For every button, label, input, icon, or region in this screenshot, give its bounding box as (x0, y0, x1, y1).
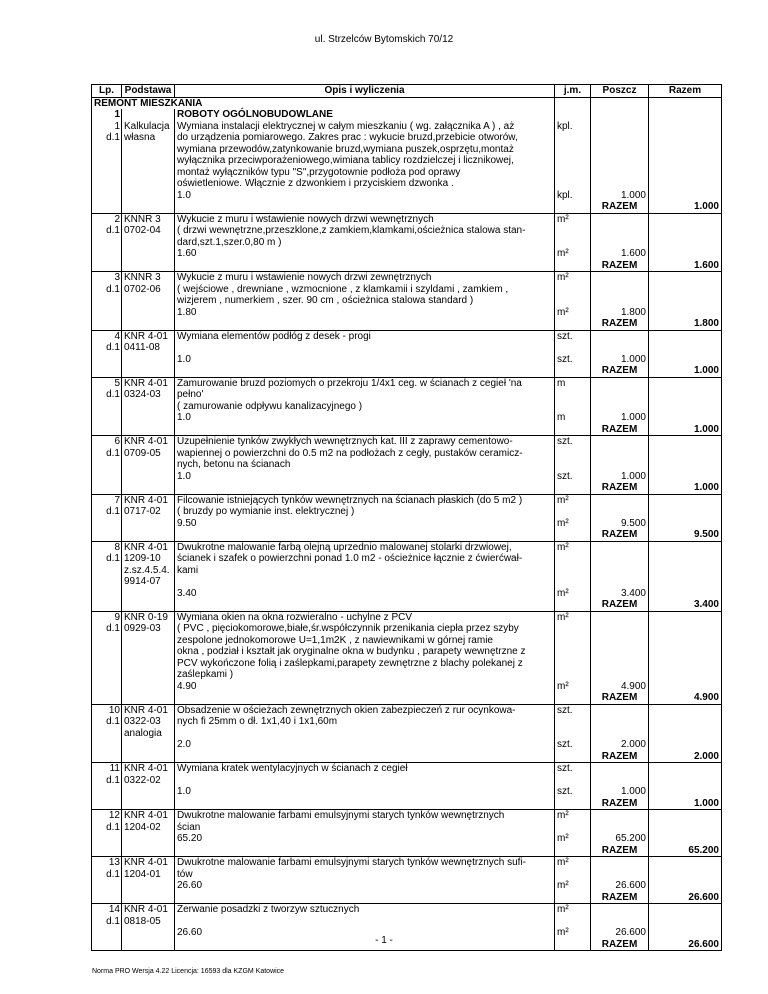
item-description-line: Wymiana okien na okna rozwieralno - uchylne z PCV (175, 611, 555, 623)
item-description-line: zaślepkami ) (175, 669, 555, 681)
item-description-line: wizjerem , numerkiem , szer. 90 cm , ościeżnica stalowa standard ) (175, 295, 555, 307)
item-poszcz-value: 1.000 (591, 190, 649, 202)
item-desc-row (92, 494, 722, 506)
item-desc-row (92, 272, 722, 284)
item-calc-row (92, 354, 722, 366)
item-total-row (92, 365, 722, 377)
item-description-line: wapiennej o powierzchni do 0.5 m2 na podłożach z cegły, pustaków ceramicz- (175, 448, 555, 460)
item-poszcz-value: 1.000 (591, 786, 649, 798)
razem-label: RAZEM (591, 939, 649, 951)
item-poszcz-value: 1.000 (591, 354, 649, 366)
item-unit: szt. (555, 704, 591, 716)
item-basis: 0709-05 (122, 448, 175, 460)
item-desc-row (92, 904, 722, 916)
item-total-row (92, 692, 722, 704)
item-description-line: Filcowanie istniejących tynków wewnętrznych na ścianach płaskich (do 5 m2 ) (175, 494, 555, 506)
item-calc-row (92, 880, 722, 892)
item-desc-row (92, 716, 722, 728)
item-desc-row (92, 144, 722, 156)
item-basis: 0411-08 (122, 342, 175, 354)
item-unit: m² (555, 810, 591, 822)
item-desc-row (92, 869, 722, 881)
item-desc-row (92, 178, 722, 190)
item-d-code: d.1 (106, 506, 120, 517)
item-d-code: d.1 (106, 389, 120, 400)
item-calc-unit: szt. (555, 739, 591, 751)
item-desc-row (92, 448, 722, 460)
item-d-code: d.1 (106, 623, 120, 634)
col-podstawa: Podstawa (122, 85, 175, 98)
item-desc-row (92, 810, 722, 822)
subsection-row (92, 109, 722, 121)
item-total-value: 1.600 (649, 260, 722, 272)
item-desc-row (92, 213, 722, 225)
item-desc-row (92, 822, 722, 834)
item-calc-unit: m² (555, 248, 591, 260)
razem-label: RAZEM (591, 529, 649, 541)
item-calc-unit: kpl. (555, 190, 591, 202)
item-basis: z.sz.4.5.4. (122, 565, 175, 577)
item-d-code: d.1 (106, 283, 120, 295)
item-desc-row (92, 704, 722, 716)
item-desc-row (92, 916, 722, 928)
item-desc-row (92, 635, 722, 647)
license-footer: Norma PRO Wersja 4.22 Licencja: 16593 dla KZGM Katowice (92, 968, 285, 975)
item-desc-row (92, 576, 722, 588)
item-poszcz-value: 2.000 (591, 739, 649, 751)
item-poszcz-value: 26.600 (591, 880, 649, 892)
item-d-code: d.1 (106, 225, 120, 236)
item-description-line: oświetleniowe. Włącznie z dzwonkiem i przyciskiem dzwonka . (175, 178, 555, 190)
item-unit: m² (555, 213, 591, 225)
section-title: REMONT MIESZKANIA (94, 97, 203, 109)
page-header-address: ul. Strzelców Bytomskich 70/12 (314, 34, 454, 45)
item-desc-row (92, 167, 722, 179)
item-number: 3 (114, 272, 120, 283)
item-number: 1 (114, 120, 120, 132)
item-description-line (175, 775, 555, 787)
item-description-line: ( PVC , pięciokomorowe,białe,śr.współczynnik przenikania ciepła przez szyby (175, 623, 555, 635)
item-basis: KNR 4-01 (122, 541, 175, 553)
item-description-line: tów (175, 869, 555, 881)
item-desc-row (92, 155, 722, 167)
item-desc-row (92, 763, 722, 775)
item-d-code: d.1 (106, 716, 120, 727)
item-unit: szt. (555, 763, 591, 775)
item-total-value: 1.000 (649, 365, 722, 377)
item-number: 2 (114, 213, 120, 225)
item-description-line: wymiana przewodów,zatynkowanie bruzd,wymiana puszek,osprzętu,montaż (175, 144, 555, 156)
item-basis: KNR 4-01 (122, 857, 175, 869)
col-opis: Opis i wyliczenia (175, 85, 555, 98)
item-description-line: kami (175, 565, 555, 577)
item-desc-row (92, 553, 722, 565)
item-calc-row (92, 588, 722, 600)
item-desc-row (92, 132, 722, 144)
item-calc-unit: szt. (555, 354, 591, 366)
item-calculation: 1.0 (175, 786, 555, 798)
item-desc-row (92, 295, 722, 307)
item-basis: KNR 4-01 (122, 494, 175, 506)
item-total-row (92, 845, 722, 857)
item-basis: analogia (122, 728, 175, 740)
item-total-value: 26.600 (649, 939, 722, 951)
item-description-line: ścian (175, 822, 555, 834)
item-calc-unit: m² (555, 880, 591, 892)
item-calculation: 26.60 (175, 927, 555, 939)
item-description-line (175, 342, 555, 354)
item-basis: KNR 0-19 (122, 611, 175, 623)
item-basis: 0717-02 (122, 506, 175, 518)
item-calc-row (92, 307, 722, 319)
item-desc-row (92, 506, 722, 518)
item-unit: m² (555, 857, 591, 869)
item-calc-unit: m² (555, 833, 591, 845)
item-total-value: 1.000 (649, 201, 722, 213)
razem-label: RAZEM (591, 365, 649, 377)
item-description-line: Wymiana kratek wentylacyjnych w ścianach z cegieł (175, 763, 555, 775)
item-calc-row (92, 833, 722, 845)
item-description-line: Obsadzenie w ościeżach zewnętrznych okien zabezpieczeń z rur ocynkowa- (175, 704, 555, 716)
item-d-code: d.1 (106, 342, 120, 353)
item-basis: 1209-10 (122, 553, 175, 565)
razem-label: RAZEM (591, 599, 649, 611)
item-basis: 0929-03 (122, 623, 175, 635)
item-d-code: d.1 (106, 774, 120, 786)
col-lp: Lp. (92, 85, 122, 98)
item-calculation: 9.50 (175, 518, 555, 530)
item-calculation: 1.0 (175, 471, 555, 483)
item-desc-row (92, 459, 722, 471)
razem-label: RAZEM (591, 845, 649, 857)
item-calc-unit: m² (555, 927, 591, 939)
item-basis: 0702-06 (122, 284, 175, 296)
item-calculation: 1.80 (175, 307, 555, 319)
item-description-line: Wymiana instalacji elektrycznej w całym mieszkaniu ( wg. załącznika A ) , aż (175, 121, 555, 133)
item-calc-unit: szt. (555, 471, 591, 483)
item-basis: KNR 4-01 (122, 810, 175, 822)
table-header-row (92, 85, 722, 98)
item-description-line: ( bruzdy po wymianie inst. elektrycznej ) (175, 506, 555, 518)
item-number: 7 (114, 494, 120, 506)
item-desc-row (92, 284, 722, 296)
item-description-line: Zerwanie posadzki z tworzyw sztucznych (175, 904, 555, 916)
item-desc-row (92, 857, 722, 869)
item-description-line: do urządzenia pomiarowego. Zakres prac : wykucie bruzd,przebicie otworów, (175, 132, 555, 144)
item-number: 5 (114, 377, 120, 389)
item-description-line: Wymiana elementów podłóg z desek - progi (175, 330, 555, 342)
item-description-line (175, 576, 555, 588)
item-calc-unit: szt. (555, 786, 591, 798)
subsection-number: 1 (114, 109, 120, 120)
item-description-line: zespolone jednokomorowe U=1,1m2K , z nawiewnikami w górnej ramie (175, 635, 555, 647)
item-calculation: 1.0 (175, 354, 555, 366)
razem-label: RAZEM (591, 318, 649, 330)
item-number: 4 (114, 330, 120, 342)
item-total-row (92, 892, 722, 904)
item-total-value: 1.000 (649, 798, 722, 810)
item-calc-unit: m (555, 412, 591, 424)
item-unit: m² (555, 541, 591, 553)
item-description-line: Dwukrotne malowanie farbami emulsyjnymi starych tynków wewnętrznych sufi- (175, 857, 555, 869)
razem-label: RAZEM (591, 201, 649, 213)
item-basis: 0322-03 (122, 716, 175, 728)
item-total-row (92, 482, 722, 494)
item-desc-row (92, 225, 722, 237)
item-description-line: Dwukrotne malowanie farbami emulsyjnymi starych tynków wewnętrznych (175, 810, 555, 822)
item-calculation: 1.60 (175, 248, 555, 260)
razem-label: RAZEM (591, 482, 649, 494)
razem-label: RAZEM (591, 424, 649, 436)
item-description-line: pełno' (175, 389, 555, 401)
item-unit: kpl. (555, 121, 591, 133)
item-description-line: ( zamurowanie odpływu kanalizacyjnego ) (175, 401, 555, 413)
item-calc-row (92, 786, 722, 798)
item-basis: KNNR 3 (122, 272, 175, 284)
item-desc-row (92, 401, 722, 413)
item-calc-row (92, 518, 722, 530)
item-unit: m² (555, 494, 591, 506)
item-total-row (92, 599, 722, 611)
item-total-value: 65.200 (649, 845, 722, 857)
page-number: - 1 - (375, 935, 393, 946)
item-desc-row (92, 646, 722, 658)
item-calc-unit: m² (555, 518, 591, 530)
item-unit: m² (555, 904, 591, 916)
item-number: 13 (108, 857, 120, 868)
item-basis: KNR 4-01 (122, 436, 175, 448)
item-calc-unit: m² (555, 307, 591, 319)
item-total-value: 1.800 (649, 318, 722, 330)
item-desc-row (92, 389, 722, 401)
item-calc-unit: m² (555, 588, 591, 600)
item-description-line: Uzupełnienie tynków zwykłych wewnętrznych kat. III z zaprawy cementowo- (175, 436, 555, 448)
item-description-line: okna , podział i kształt jak oryginalne okna w budynku , parapety wewnętrzne z (175, 646, 555, 658)
item-description-line: ( drzwi wewnętrzne,przeszklone,z zamkiem,klamkami,ościeżnica stalowa stan- (175, 225, 555, 237)
item-poszcz-value: 4.900 (591, 681, 649, 693)
section-row (92, 97, 722, 109)
item-description-line: Wykucie z muru i wstawienie nowych drzwi zewnętrznych (175, 272, 555, 284)
item-description-line: ( wejściowe , drewniane , wzmocnione , z klamkamii i szyldami , zamkiem , (175, 284, 555, 296)
item-number: 10 (108, 704, 120, 716)
item-description-line: PCV wykończone folią i zaślepkami,parapety zewnętrzne z blachy polekanej z (175, 658, 555, 670)
item-calculation: 4.90 (175, 681, 555, 693)
item-basis: 0324-03 (122, 389, 175, 401)
item-d-code: d.1 (106, 132, 120, 143)
item-desc-row (92, 342, 722, 354)
item-desc-row (92, 658, 722, 670)
item-calculation: 3.40 (175, 588, 555, 600)
subsection-title: ROBOTY OGÓLNOBUDOWLANE (175, 109, 555, 121)
col-poszcz: Poszcz (591, 85, 649, 98)
item-basis: własna (122, 132, 175, 144)
item-desc-row (92, 611, 722, 623)
item-poszcz-value: 9.500 (591, 518, 649, 530)
item-d-code: d.1 (106, 447, 120, 459)
item-d-code: d.1 (106, 821, 120, 833)
item-calc-row (92, 248, 722, 260)
item-total-value: 1.000 (649, 482, 722, 494)
item-total-value: 9.500 (649, 529, 722, 541)
item-description-line: Zamurowanie bruzd poziomych o przekroju 1/4x1 ceg. w ścianach z cegieł 'na (175, 377, 555, 389)
razem-label: RAZEM (591, 751, 649, 763)
item-calculation: 26.60 (175, 880, 555, 892)
razem-label: RAZEM (591, 260, 649, 272)
item-total-row (92, 798, 722, 810)
col-razem: Razem (649, 85, 722, 98)
item-desc-row (92, 436, 722, 448)
item-description-line: nych fi 25mm o dł. 1x1,40 i 1x1,60m (175, 716, 555, 728)
item-basis: 1204-02 (122, 822, 175, 834)
item-basis: 0702-04 (122, 225, 175, 237)
item-desc-row (92, 121, 722, 133)
item-desc-row (92, 565, 722, 577)
item-description-line: Dwukrotne malowanie farbą olejną uprzednio malowanej stolarki drzwiowej, (175, 541, 555, 553)
item-calculation: 1.0 (175, 412, 555, 424)
item-basis: KNR 4-01 (122, 377, 175, 389)
item-number: 14 (108, 904, 120, 915)
item-calc-row (92, 739, 722, 751)
item-total-row (92, 424, 722, 436)
item-calculation: 2.0 (175, 739, 555, 751)
item-description-line: montaż wyłączników typu "S",przygotownie podłoża pod oprawy (175, 167, 555, 179)
item-unit: m (555, 377, 591, 389)
estimate-table (91, 84, 722, 951)
item-desc-row (92, 728, 722, 740)
item-total-row (92, 751, 722, 763)
item-basis: KNR 4-01 (122, 904, 175, 916)
item-calc-row (92, 190, 722, 202)
item-calc-row (92, 681, 722, 693)
item-poszcz-value: 26.600 (591, 927, 649, 939)
item-total-value: 2.000 (649, 751, 722, 763)
item-total-value: 3.400 (649, 599, 722, 611)
item-basis: 9914-07 (122, 576, 175, 588)
item-unit: szt. (555, 436, 591, 448)
item-number: 6 (114, 436, 120, 447)
item-basis: Kalkulacja (122, 121, 175, 133)
item-calculation: 1.0 (175, 190, 555, 202)
item-desc-row (92, 237, 722, 249)
item-poszcz-value: 3.400 (591, 588, 649, 600)
item-total-value: 1.000 (649, 424, 722, 436)
razem-label: RAZEM (591, 692, 649, 704)
item-desc-row (92, 669, 722, 681)
item-d-code: d.1 (106, 553, 120, 564)
item-poszcz-value: 1.600 (591, 248, 649, 260)
item-basis: KNR 4-01 (122, 763, 175, 775)
item-unit: m² (555, 272, 591, 284)
item-desc-row (92, 623, 722, 635)
item-desc-row (92, 775, 722, 787)
item-total-row (92, 529, 722, 541)
item-d-code: d.1 (106, 868, 120, 880)
item-total-value: 26.600 (649, 892, 722, 904)
item-poszcz-value: 1.000 (591, 471, 649, 483)
item-poszcz-value: 1.800 (591, 307, 649, 319)
item-description-line: Wykucie z muru i wstawienie nowych drzwi wewnętrznych (175, 213, 555, 225)
item-number: 12 (108, 810, 120, 821)
item-unit: m² (555, 611, 591, 623)
item-number: 8 (114, 541, 120, 553)
razem-label: RAZEM (591, 798, 649, 810)
item-unit: szt. (555, 330, 591, 342)
item-basis: 0322-02 (122, 775, 175, 787)
item-basis: KNR 4-01 (122, 330, 175, 342)
item-d-code: d.1 (106, 915, 120, 927)
item-description-line: wyłącznika przeciwporażeniowego,wimiana tablicy rozdzielczej i licznikowej, (175, 155, 555, 167)
item-description-line: dard,szt.1,szer.0,80 m ) (175, 237, 555, 249)
item-desc-row (92, 541, 722, 553)
item-total-row (92, 201, 722, 213)
item-description-line (175, 728, 555, 740)
item-calc-unit: m² (555, 681, 591, 693)
item-number: 11 (109, 763, 120, 774)
item-total-value: 4.900 (649, 692, 722, 704)
item-poszcz-value: 1.000 (591, 412, 649, 424)
item-description-line: ścianek i szafek o powierzchni ponad 1.0 m2 - ościeżnice łącznie z ćwierćwał- (175, 553, 555, 565)
item-poszcz-value: 65.200 (591, 833, 649, 845)
item-basis: KNR 4-01 (122, 704, 175, 716)
col-jm: j.m. (555, 85, 591, 98)
item-total-row (92, 260, 722, 272)
item-calc-row (92, 412, 722, 424)
item-desc-row (92, 377, 722, 389)
item-basis: 0818-05 (122, 916, 175, 928)
item-basis: 1204-01 (122, 869, 175, 881)
item-description-line (175, 916, 555, 928)
item-calc-row (92, 471, 722, 483)
item-description-line: nych, betonu na ścianach (175, 459, 555, 471)
razem-label: RAZEM (591, 892, 649, 904)
item-calculation: 65.20 (175, 833, 555, 845)
item-number: 9 (114, 611, 120, 623)
item-total-row (92, 318, 722, 330)
item-desc-row (92, 330, 722, 342)
item-basis: KNNR 3 (122, 213, 175, 225)
